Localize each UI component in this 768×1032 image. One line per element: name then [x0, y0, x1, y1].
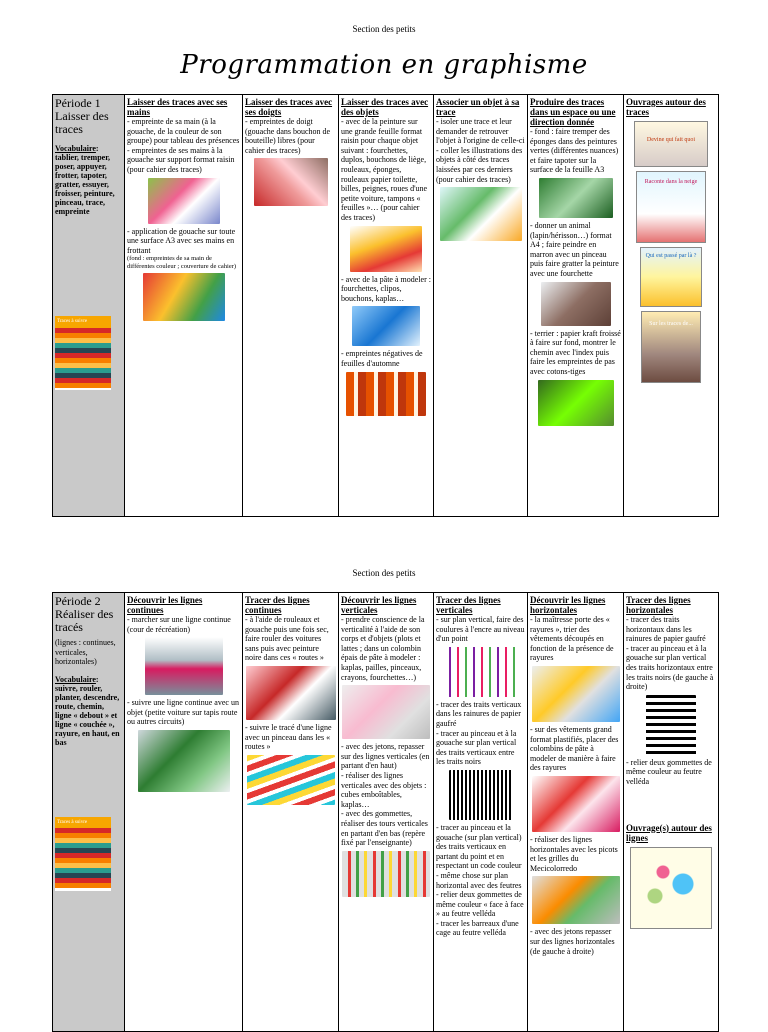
photo-verticality	[342, 685, 430, 739]
period-2-table	[52, 592, 719, 1032]
vertical-lines-sample	[449, 770, 513, 820]
p1-col-space	[528, 95, 624, 517]
photo-toy-car	[138, 730, 230, 792]
p2-col2-item: - à l'aide de rouleaux et gouache puis une fois sec, faire rouler des voitures sans puis avec peinture noire dans ces « routes »	[245, 615, 329, 663]
photo-objects-traces	[440, 187, 522, 241]
photo-ink-drips	[443, 647, 519, 697]
p1-col3-item: - avec de la peinture sur une grande feuille format raisin pour chaque objet suivant : fourchettes, duplos, bouchons de liège, rouleaux, éponges, rouleaux papier toilette, billes, peignes, roues d'une petite voiture, tampons « feuilles »… (pour cahier des traces)	[341, 117, 428, 222]
p2-col3-item: - avec des jetons, repasser sur des lignes verticales (en partant d'en haut)	[341, 742, 430, 771]
p2-col4-item: - relier deux gommettes de même couleur « face à face » au feutre velléda	[436, 890, 524, 919]
p2-col6-head: Tracer des lignes horizontales	[626, 595, 691, 615]
p1-col1-item: - application de gouache sur toute une surface A3 avec ses mains en frottant	[127, 226, 236, 255]
section-label-top: Section des petits	[352, 24, 416, 34]
p1-col4-item: - coller les illustrations des objets à côté des traces laissées par ces derniers (pour cahier des traces)	[436, 145, 523, 184]
period-2-book: Traces à suivre	[55, 817, 111, 891]
photo-play-dough	[352, 306, 420, 346]
book-cover-image	[55, 328, 111, 388]
photo-object-painting	[350, 226, 422, 272]
p1-col6-head: Ouvrages autour des traces	[626, 97, 706, 117]
p2-col-trace-horizontal	[624, 593, 719, 1032]
p2-col3-item: - prendre conscience de la verticalité à l'aide de son corps et d'objets (plots et lattes ; dans un colombin épais de pâte à modeler : kaplas, pailles, pinceaux, crayons, fourchettes…)	[341, 615, 425, 682]
p1-col4-item: - isoler une trace et leur demander de retrouver l'objet à l'origine de celle-ci	[436, 117, 525, 146]
p2-col5-item: - avec des jetons repasser sur des lignes horizontales (de gauche à droite)	[530, 927, 615, 956]
photo-brush-roads	[247, 755, 335, 805]
p2-col4-item: - tracer au pinceau et à la gouache sur plan vertical des traits verticaux entre les traits noirs	[436, 728, 517, 767]
p1-col-books	[624, 95, 719, 517]
book-cover-4: Sur les traces de...	[641, 311, 701, 383]
p2-col3-item: - réaliser des lignes verticales avec des objets : cubes emboîtables, kaplas…	[341, 770, 427, 809]
photo-striped-clothes	[532, 776, 620, 832]
p1-col-fingers	[243, 95, 339, 517]
p2-col3-head: Découvrir les lignes verticales	[341, 595, 417, 615]
p1-col3-head: Laisser des traces avec des objets	[341, 97, 429, 117]
p2-col-trace-continuous	[243, 593, 339, 1032]
book-cover-3: Qui est passé par là ?	[640, 247, 702, 307]
p2-col1-item: - marcher sur une ligne continue (cour de récréation)	[127, 615, 231, 634]
photo-hand-prints	[148, 178, 220, 224]
p2-col4-item: - tracer des traits verticaux dans les rainures de papier gaufré	[436, 699, 522, 728]
p2-col2-item: - suivre le tracé d'une ligne avec un pinceau dans les « routes »	[245, 722, 332, 752]
photo-hand-painting	[143, 273, 225, 321]
period-2-subtitle: (lignes : continues, verticales, horizontales)	[55, 638, 116, 667]
photo-peg-grid	[532, 876, 620, 924]
book-cover-2: Raconte dans la neige	[636, 171, 706, 243]
p2-col6-item: - tracer au pinceau et à la gouache sur plan vertical des traits horizontaux entre les traits noirs (de gauche à droite)	[626, 643, 714, 692]
photo-sponge-green	[539, 178, 613, 218]
p2-col-trace-vertical	[434, 593, 528, 1032]
p2-col-discover-continuous	[125, 593, 243, 1032]
p1-col1-item: - empreintes de ses mains à la gouache sur support format raisin (pour cahier des traces)	[127, 145, 235, 174]
p1-col3-item: - empreintes négatives de feuilles d'automne	[341, 349, 423, 368]
p1-col1-item: - empreinte de sa main (à la gouache, de la couleur de son groupe) pour tableau des présences	[127, 117, 240, 146]
p2-books-head: Ouvrage(s) autour des lignes	[626, 822, 712, 843]
p1-col1-head: Laisser des traces avec ses mains	[127, 97, 228, 117]
period-1-vocab: Vocabulaire: tablier, tremper, poser, appuyer, frotter, tapoter, gratter, essuyer, froisser, peinture, pinceau, trace, empreinte	[55, 144, 115, 216]
photo-sorting-clothes	[532, 666, 620, 722]
p2-col6-item: - relier deux gommettes de même couleur au feutre velléda	[626, 757, 712, 786]
p2-col4-item: - tracer les barreaux d'une cage au feutre velléda	[436, 918, 519, 938]
p2-col4-head: Tracer des lignes verticales	[436, 595, 501, 615]
period-1-topic: Laisser des traces	[55, 109, 109, 136]
photo-roller-roads	[246, 666, 336, 720]
p2-col3-item: - avec des gommettes, réaliser des tours verticales en partant d'en bas (repère fixé par l'enseignante)	[341, 809, 428, 848]
period-2-label: Période 2	[55, 594, 101, 608]
p2-col2-head: Tracer des lignes continues	[245, 595, 310, 615]
p1-col3-item: - avec de la pâte à modeler : fourchettes, clipos, bouchons, kaplas…	[341, 274, 431, 303]
horizontal-lines-sample	[646, 695, 696, 755]
p1-col-hands	[125, 95, 243, 517]
photo-hedgehog	[541, 282, 611, 326]
p2-col4-item: - tracer au pinceau et la gouache (sur plan vertical) des traits verticaux en partant du point et en respectant un code couleur	[436, 822, 522, 871]
p1-col4-head: Associer un objet à sa trace	[436, 97, 520, 117]
p2-col5-item: - réaliser des lignes horizontales avec les picots et les grilles du Mecicolorredo	[530, 834, 618, 873]
page-title: Programmation en graphisme	[180, 50, 588, 80]
p1-col1-note: (fond : empreintes de sa main de différentes couleur ; couverture de cahier)	[127, 255, 237, 270]
period-1-label: Période 1	[55, 96, 101, 110]
period-2-topic: Réaliser des tracés	[55, 607, 114, 634]
period-1-book: Traces à suivre	[55, 316, 111, 390]
photo-sticker-towers	[342, 851, 430, 897]
period-1-cell	[53, 95, 125, 517]
period-2-vocab: Vocabulaire: suivre, rouler, planter, descendre, route, chemin, ligne « debout » et ligne « couchée », rayure, en haut, en bas	[55, 674, 120, 747]
p2-col4-item: - sur plan vertical, faire des coulures à l'encre au niveau d'un point	[436, 615, 525, 644]
p1-col5-item: - donner un animal (lapin/hérisson…) format A4 ; faire peindre en marron avec un pinceau puis faire gratter la peinture avec une fourchette	[530, 220, 619, 278]
photo-finger-prints	[254, 158, 328, 206]
p1-col5-head: Produire des traces dans un espace ou une direction donnée	[530, 97, 616, 127]
photo-burrow	[538, 380, 614, 426]
p2-col6-item: - tracer des traits horizontaux dans les rainures de papier gaufré	[626, 615, 706, 644]
p2-col4-item: - même chose sur plan horizontal avec des feutres	[436, 870, 522, 890]
p1-col-objects	[339, 95, 434, 517]
p1-col5-item: - fond : faire tremper des éponges dans des peintures vertes (différentes nuances) et faire tapoter sur la surface de la feuille A3	[530, 127, 619, 175]
p2-col-discover-horizontal	[528, 593, 624, 1032]
p2-col-discover-vertical	[339, 593, 434, 1032]
p2-col5-item: - la maîtresse porte des « rayures », trier des vêtements découpés en fonction de la présence de rayures	[530, 615, 614, 663]
photo-leaves	[346, 372, 426, 416]
book-cover-lines	[630, 847, 712, 929]
p2-col5-head: Découvrir les lignes horizontales	[530, 595, 606, 615]
p1-col-associate	[434, 95, 528, 517]
p2-col1-head: Découvrir les lignes continues	[127, 595, 203, 615]
period-1-table	[52, 94, 719, 517]
section-label-bottom: Section des petits	[352, 568, 416, 578]
book-cover-1: Devine qui fait quoi	[634, 121, 708, 167]
p1-col2-item: - empreintes de doigt (gouache dans bouchon de bouteille) libres (pour cahier des traces)	[245, 117, 331, 155]
photo-walk-line	[145, 637, 223, 695]
p1-col2-head: Laisser des traces avec ses doigts	[245, 97, 333, 117]
book-cover-image	[55, 828, 111, 888]
p2-col5-item: - sur des vêtements grand format plastifiés, placer des colombins de pâte à modeler de manière à faire des rayures	[530, 724, 619, 773]
p2-col1-item: - suivre une ligne continue avec un objet (petite voiture sur tapis route ou autres circuits)	[127, 698, 239, 727]
p1-col5-item: - terrier : papier kraft froissé à faire sur fond, montrer le chemin avec l'index puis faire les empreintes de pas avec cotons-tiges	[530, 328, 621, 376]
period-2-cell	[53, 593, 125, 1032]
